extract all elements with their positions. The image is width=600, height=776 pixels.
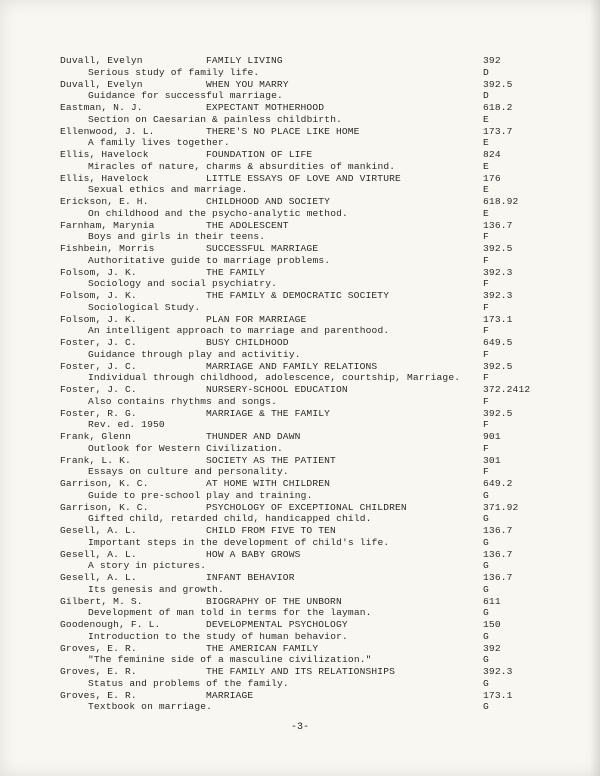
entry-heading-line [60, 149, 560, 161]
entry-heading-line [60, 431, 560, 443]
entry-title: CHILD FROM FIVE TO TEN [206, 525, 336, 536]
entry-description-line [60, 631, 560, 643]
entry-call-number: 301 [483, 454, 501, 466]
entry-grade: D [483, 90, 489, 102]
entry-grade: F [483, 301, 489, 313]
entry-description: On childhood and the psycho-analytic method. [88, 207, 348, 219]
entry-description-line [60, 349, 560, 361]
entry-description: Important steps in the development of child's life. [88, 536, 390, 548]
entry-title: MARRIAGE AND FAMILY RELATIONS [206, 360, 378, 372]
entry-heading-line [60, 596, 560, 608]
entry-grade: E [483, 184, 489, 196]
entry-grade: G [483, 489, 489, 501]
entry-description: Sexual ethics and marriage. [88, 184, 248, 196]
entry-call-number: 392 [483, 55, 501, 66]
entry-title: EXPECTANT MOTHERHOOD [206, 102, 325, 113]
entry-description-line [60, 513, 560, 525]
entry-description-line [60, 114, 560, 126]
entry-call-number: 173.1 [483, 313, 513, 325]
entry-author: Ellenwood, J. L. [60, 125, 155, 137]
entry-description-line [60, 137, 560, 149]
entry-author: Folsom, J. K. [60, 266, 137, 278]
entry-grade: G [483, 654, 489, 666]
entry-author: Erickson, E. H. [60, 196, 149, 207]
entry-description: Guidance for successful marriage. [88, 90, 283, 102]
entry-heading-line [60, 643, 560, 655]
entry-call-number: 136.7 [483, 548, 513, 560]
entry-description-line [60, 560, 560, 572]
entry-title: MARRIAGE & THE FAMILY [206, 407, 331, 419]
entry-author: Ellis, Havelock [60, 149, 149, 160]
entry-description-line [60, 161, 560, 173]
entry-description: Development of man told in terms for the layman. [88, 607, 372, 619]
entry-description-line [60, 396, 560, 408]
entry-heading-line [60, 196, 560, 208]
entry-author: Duvall, Evelyn [60, 78, 143, 90]
entry-author: Foster, J. C. [60, 360, 137, 372]
entry-grade: F [483, 419, 489, 431]
entry-call-number: 392.3 [483, 290, 513, 301]
entry-title: THE FAMILY AND ITS RELATIONSHIPS [206, 666, 396, 677]
entry-grade: F [483, 254, 489, 266]
entry-description: Sociological Study. [88, 301, 201, 313]
entry-description-line [60, 208, 560, 220]
entry-heading-line [60, 243, 560, 255]
entry-author: Frank, L. K. [60, 454, 131, 466]
entry-call-number: 136.7 [483, 525, 513, 536]
page-number: -3- [290, 722, 309, 733]
entry-call-number: 392.5 [483, 78, 513, 90]
entry-description-line [60, 654, 560, 666]
entry-title: BIOGRAPHY OF THE UNBORN [206, 595, 342, 607]
entry-call-number: 392 [483, 642, 501, 654]
entry-heading-line [60, 290, 560, 302]
entry-grade: F [483, 372, 489, 384]
entry-description-line [60, 255, 560, 267]
entry-title: SUCCESSFUL MARRIAGE [206, 243, 319, 254]
entry-title: THE ADOLESCENT [206, 219, 289, 231]
entry-description-line [60, 701, 560, 713]
entry-grade: G [483, 560, 489, 572]
entry-description-line [60, 584, 560, 596]
entry-description-line [60, 325, 560, 337]
entry-heading-line [60, 408, 560, 420]
entry-title: FOUNDATION OF LIFE [206, 149, 313, 160]
entry-call-number: 150 [483, 619, 501, 630]
entry-grade: D [483, 66, 489, 78]
entry-heading-line [60, 337, 560, 349]
entry-heading-line [60, 361, 560, 373]
entry-grade: F [483, 278, 489, 290]
entry-description: Textbook on marriage. [88, 701, 213, 713]
entry-description-line [60, 443, 560, 455]
entry-grade: E [483, 137, 489, 149]
entry-call-number: 372.2412 [483, 384, 531, 395]
entry-title: AT HOME WITH CHILDREN [206, 478, 331, 489]
entry-author: Goodenough, F. L. [60, 619, 161, 630]
entry-description-line [60, 466, 560, 478]
entry-author: Gesell, A. L. [60, 548, 137, 560]
entry-grade: F [483, 395, 489, 407]
entry-call-number: 649.5 [483, 337, 513, 348]
entry-title: FAMILY LIVING [206, 55, 283, 66]
entry-author: Groves, E. R. [60, 642, 137, 654]
entry-description-line [60, 184, 560, 196]
entry-title: HOW A BABY GROWS [206, 548, 301, 560]
entry-description: Section on Caesarian & painless childbirth. [88, 113, 343, 125]
entry-call-number: 611 [483, 595, 501, 607]
entry-title: LITTLE ESSAYS OF LOVE AND VIRTURE [206, 172, 401, 184]
entry-description-line [60, 419, 560, 431]
entry-grade: G [483, 583, 489, 595]
entry-heading-line [60, 126, 560, 138]
entry-call-number: 901 [483, 431, 501, 442]
entry-heading-line [60, 267, 560, 279]
entry-description: Status and problems of the family. [88, 677, 289, 689]
entry-grade: E [483, 207, 489, 219]
entry-grade: G [483, 701, 489, 713]
entry-description: Sociology and social psychiatry. [88, 278, 278, 290]
entry-description: Boys and girls in their teens. [88, 231, 266, 243]
entry-call-number: 392.3 [483, 266, 513, 278]
entry-title: CHILDHOOD AND SOCIETY [206, 196, 331, 207]
entry-call-number: 824 [483, 149, 501, 160]
entry-title: INFANT BEHAVIOR [206, 572, 295, 583]
entry-heading-line [60, 690, 560, 702]
entry-description-line [60, 490, 560, 502]
entry-call-number: 618.2 [483, 102, 513, 113]
entry-author: Eastman, N. J. [60, 102, 143, 113]
entry-author: Garrison, K. C. [60, 501, 149, 513]
entry-description: Guidance through play and activitiy. [88, 348, 301, 360]
entry-description-line [60, 278, 560, 290]
entry-call-number: 371.92 [483, 501, 519, 513]
entry-description-line [60, 302, 560, 314]
entry-description-line [60, 90, 560, 102]
entry-author: Foster, J. C. [60, 337, 137, 348]
entry-grade: F [483, 231, 489, 243]
entry-description-line [60, 678, 560, 690]
entry-description: An intelligent approach to marriage and parenthood. [88, 325, 390, 337]
entry-author: Farnham, Marynia [60, 219, 155, 231]
entry-author: Gesell, A. L. [60, 525, 137, 536]
entry-author: Foster, J. C. [60, 384, 137, 395]
entry-heading-line [60, 502, 560, 514]
entry-title: THERE'S NO PLACE LIKE HOME [206, 125, 360, 137]
entry-grade: F [483, 466, 489, 478]
entry-description-line [60, 67, 560, 79]
entry-call-number: 618.92 [483, 196, 519, 207]
entry-author: Fishbein, Morris [60, 243, 155, 254]
entry-author: Folsom, J. K. [60, 290, 137, 301]
entry-call-number: 136.7 [483, 219, 513, 231]
entry-grade: F [483, 442, 489, 454]
entry-grade: E [483, 160, 489, 172]
entry-author: Ellis, Havelock [60, 172, 149, 184]
entry-description: A story in pictures. [88, 560, 207, 572]
entry-author: Groves, E. R. [60, 689, 137, 701]
page-edge-shadow [590, 0, 600, 776]
entry-description-line [60, 372, 560, 384]
entry-author: Gesell, A. L. [60, 572, 137, 583]
entry-grade: F [483, 348, 489, 360]
entry-call-number: 392.5 [483, 407, 513, 419]
entry-heading-line [60, 525, 560, 537]
entry-description: Rev. ed. 1950 [88, 419, 165, 431]
entry-grade: G [483, 513, 489, 525]
entry-call-number: 392.5 [483, 243, 513, 254]
entry-description: Introduction to the study of human behavior. [88, 630, 348, 642]
entry-heading-line [60, 220, 560, 232]
entry-title: THE FAMILY [206, 266, 266, 278]
entry-grade: G [483, 607, 489, 619]
entry-call-number: 176 [483, 172, 501, 184]
entry-description: "The feminine side of a masculine civilization." [88, 654, 372, 666]
entry-heading-line [60, 549, 560, 561]
entry-heading-line [60, 572, 560, 584]
entry-description: A family lives together. [88, 137, 230, 149]
entry-heading-line [60, 173, 560, 185]
entry-author: Foster, R. G. [60, 407, 137, 419]
entry-description: Also contains rhythms and songs. [88, 395, 278, 407]
entry-description: Authoritative guide to marriage problems. [88, 254, 331, 266]
entry-call-number: 173.1 [483, 689, 513, 701]
entry-title: WHEN YOU MARRY [206, 78, 289, 90]
entry-author: Duvall, Evelyn [60, 55, 143, 66]
entry-call-number: 173.7 [483, 125, 513, 137]
entry-description: Serious study of family life. [88, 66, 260, 78]
entry-heading-line [60, 314, 560, 326]
entry-description-line [60, 607, 560, 619]
entry-author: Gilbert, M. S. [60, 595, 143, 607]
entry-title: BUSY CHILDHOOD [206, 337, 289, 348]
entry-title: THUNDER AND DAWN [206, 431, 301, 442]
entry-description: Gifted child, retarded child, handicapped child. [88, 513, 372, 525]
entry-description-line [60, 231, 560, 243]
entry-call-number: 649.2 [483, 478, 513, 489]
entry-description: Outlook for Western Civilization. [88, 442, 283, 454]
entry-heading-line [60, 455, 560, 467]
entry-heading-line [60, 79, 560, 91]
entry-grade: G [483, 630, 489, 642]
entry-description: Essays on culture and personality. [88, 466, 289, 478]
entry-title: SOCIETY AS THE PATIENT [206, 454, 336, 466]
entry-title: PSYCHOLOGY OF EXCEPTIONAL CHILDREN [206, 501, 407, 513]
entry-title: NURSERY-SCHOOL EDUCATION [206, 384, 348, 395]
entry-grade: E [483, 113, 489, 125]
entry-title: MARRIAGE [206, 689, 254, 701]
entry-heading-line [60, 55, 560, 67]
entry-author: Frank, Glenn [60, 431, 131, 442]
entry-heading-line [60, 102, 560, 114]
entry-description: Miracles of nature, charms & absurdities of mankind. [88, 160, 396, 172]
entry-title: THE AMERICAN FAMILY [206, 642, 319, 654]
entry-title: PLAN FOR MARRIAGE [206, 313, 307, 325]
entry-description: Individual through childhood, adolescence, courtship, Marriage. [88, 372, 461, 384]
entry-title: DEVELOPMENTAL PSYCHOLOGY [206, 619, 348, 630]
entry-heading-line [60, 478, 560, 490]
entry-description-line [60, 537, 560, 549]
entry-call-number: 392.3 [483, 666, 513, 677]
entry-description: Its genesis and growth. [88, 583, 224, 595]
book-list [60, 55, 560, 713]
entry-call-number: 136.7 [483, 572, 513, 583]
entry-description: Guide to pre-school play and training. [88, 489, 313, 501]
entry-title: THE FAMILY & DEMOCRATIC SOCIETY [206, 290, 390, 301]
entry-author: Garrison, K. C. [60, 478, 149, 489]
entry-grade: G [483, 536, 489, 548]
entry-author: Folsom, J. K. [60, 313, 137, 325]
entry-grade: F [483, 325, 489, 337]
entry-author: Groves, E. R. [60, 666, 137, 677]
entry-call-number: 392.5 [483, 360, 513, 372]
entry-heading-line [60, 666, 560, 678]
entry-heading-line [60, 619, 560, 631]
entry-grade: G [483, 677, 489, 689]
entry-heading-line [60, 384, 560, 396]
